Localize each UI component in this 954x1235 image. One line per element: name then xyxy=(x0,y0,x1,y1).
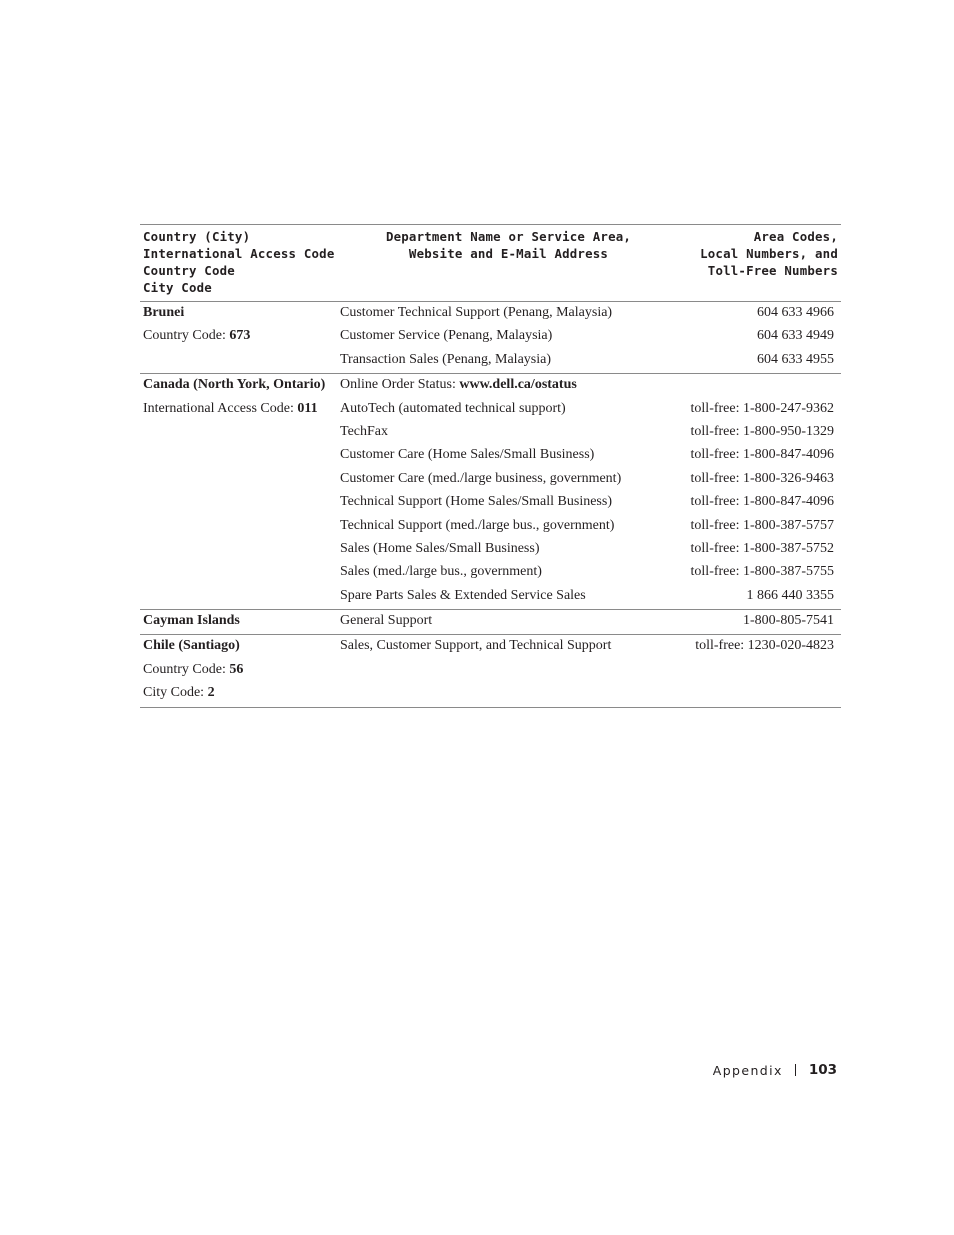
info-value: 56 xyxy=(229,661,244,677)
country-info xyxy=(140,683,336,707)
table-row xyxy=(140,635,841,660)
department-text: Online Order Status: xyxy=(340,377,460,393)
department-text: Sales (Home Sales/Small Business) xyxy=(340,540,540,556)
phone-number: toll-free: 1-800-847-4096 xyxy=(690,447,834,463)
country-name: Canada (North York, Ontario) xyxy=(143,377,326,393)
country-group xyxy=(140,302,841,374)
department-text: Customer Care (med./large business, government) xyxy=(340,470,622,486)
department-cell xyxy=(336,562,681,585)
empty-cell xyxy=(140,539,336,562)
table-row xyxy=(140,422,841,445)
department-text: Transaction Sales (Penang, Malaysia) xyxy=(340,351,551,367)
department-cell xyxy=(336,469,681,492)
empty-cell xyxy=(140,586,336,610)
phone-number: toll-free: 1-800-387-5755 xyxy=(690,564,834,580)
country-group xyxy=(140,610,841,635)
table-row xyxy=(140,492,841,515)
info-value: 2 xyxy=(207,685,215,701)
empty-cell xyxy=(140,516,336,539)
department-text: General Support xyxy=(340,613,433,629)
table-row xyxy=(140,539,841,562)
country-name: Cayman Islands xyxy=(143,613,240,629)
department-cell xyxy=(336,539,681,562)
department-cell xyxy=(336,492,681,515)
contact-table xyxy=(140,224,841,708)
department-cell xyxy=(336,635,681,660)
department-cell xyxy=(336,350,681,374)
department-cell xyxy=(336,445,681,468)
department-text: Technical Support (med./large bus., government) xyxy=(340,517,615,533)
table-row xyxy=(140,399,841,422)
phone-number: 604 633 4949 xyxy=(757,328,834,344)
empty-cell xyxy=(336,683,681,707)
phone-number: 1 866 440 3355 xyxy=(746,587,834,603)
phone-number: 604 633 4955 xyxy=(757,351,834,367)
department-cell xyxy=(336,586,681,610)
table-row xyxy=(140,562,841,585)
empty-cell xyxy=(336,660,681,683)
country-info xyxy=(140,660,336,683)
phone-number: 1-800-805-7541 xyxy=(743,613,834,629)
department-text: Customer Technical Support (Penang, Malaysia) xyxy=(340,305,613,320)
phone-number: toll-free: 1-800-247-9362 xyxy=(690,400,834,416)
info-value: 011 xyxy=(297,400,318,416)
header-numbers: Area Codes, Local Numbers, and Toll-Free Numbers xyxy=(700,229,838,278)
department-text: Customer Service (Penang, Malaysia) xyxy=(340,328,553,344)
phone-number: 604 633 4966 xyxy=(757,305,834,320)
table-row xyxy=(140,469,841,492)
table-row xyxy=(140,302,841,327)
department-cell xyxy=(336,610,681,635)
info-value: 673 xyxy=(229,328,251,344)
department-text: Customer Care (Home Sales/Small Business) xyxy=(340,447,595,463)
page-footer xyxy=(713,1062,837,1078)
info-label: International Access Code: xyxy=(143,400,298,416)
table-row xyxy=(140,660,841,683)
header-department: Department Name or Service Area, Website and E-Mail Address xyxy=(385,229,632,261)
info-label: City Code: xyxy=(143,685,208,701)
empty-cell xyxy=(681,660,841,683)
department-text: TechFax xyxy=(340,423,389,439)
info-label: Country Code: xyxy=(143,328,230,344)
table-row xyxy=(140,326,841,349)
table-row xyxy=(140,586,841,610)
phone-number: toll-free: 1-800-387-5757 xyxy=(690,517,834,533)
country-name: Brunei xyxy=(143,305,185,320)
empty-cell xyxy=(140,469,336,492)
empty-cell xyxy=(140,350,336,374)
header-country: Country (City) International Access Code Country Code City Code xyxy=(143,229,335,295)
department-text: AutoTech (automated technical support) xyxy=(340,400,566,416)
table-row xyxy=(140,350,841,374)
phone-number: toll-free: 1230-020-4823 xyxy=(695,638,834,654)
phone-number: toll-free: 1-800-950-1329 xyxy=(690,423,834,439)
country-name: Chile (Santiago) xyxy=(143,638,240,654)
phone-number: toll-free: 1-800-326-9463 xyxy=(690,470,834,486)
empty-cell xyxy=(140,445,336,468)
empty-cell xyxy=(140,562,336,585)
table-row xyxy=(140,445,841,468)
empty-cell xyxy=(681,683,841,707)
department-text: Sales (med./large bus., government) xyxy=(340,564,542,580)
country-info xyxy=(140,399,336,422)
department-cell xyxy=(336,422,681,445)
table-row xyxy=(140,516,841,539)
department-text: Sales, Customer Support, and Technical Support xyxy=(340,638,612,654)
table-row xyxy=(140,374,841,399)
empty-cell xyxy=(140,422,336,445)
footer-section-name: Appendix xyxy=(712,1062,783,1078)
table-row xyxy=(140,610,841,635)
website-link[interactable]: www.dell.ca/ostatus xyxy=(459,377,577,393)
table-row xyxy=(140,683,841,707)
country-info xyxy=(140,326,336,349)
phone-number: toll-free: 1-800-847-4096 xyxy=(690,494,834,510)
department-cell xyxy=(336,399,681,422)
phone-number: toll-free: 1-800-387-5752 xyxy=(690,540,834,556)
table-header xyxy=(140,225,841,302)
country-group xyxy=(140,635,841,707)
country-group xyxy=(140,374,841,610)
page-number: 103 xyxy=(808,1062,837,1078)
department-cell xyxy=(336,326,681,349)
department-cell xyxy=(336,374,681,399)
department-text: Technical Support (Home Sales/Small Business) xyxy=(340,494,612,510)
info-label: Country Code: xyxy=(143,661,230,677)
department-text: Spare Parts Sales & Extended Service Sales xyxy=(340,587,586,603)
department-cell xyxy=(336,302,681,327)
department-cell xyxy=(336,516,681,539)
empty-cell xyxy=(140,492,336,515)
footer-separator xyxy=(795,1064,796,1076)
phone-number xyxy=(681,374,841,399)
